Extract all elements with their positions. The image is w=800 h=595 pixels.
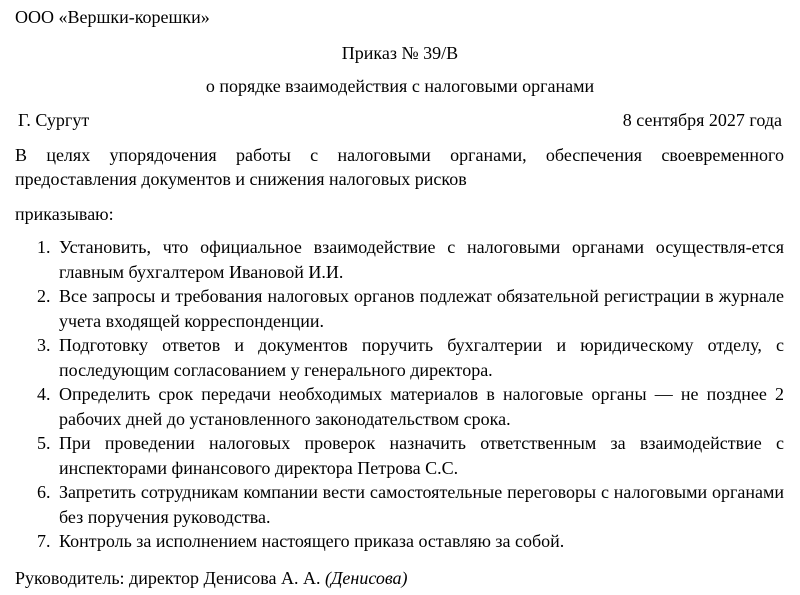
- order-item-number: 4.: [37, 384, 51, 404]
- order-item: [0, 529, 800, 554]
- order-item-text: Все запросы и требования налоговых органов подлежат обязательной регистрации в журнале учета входящей корреспонденции.: [59, 286, 784, 331]
- order-item-number: 2.: [37, 286, 51, 306]
- document-date: 8 сентября 2027 года: [622, 110, 782, 130]
- order-item: [0, 431, 800, 480]
- order-item-text: Установить, что официальное взаимодействие с налоговыми органами осуществля-ется главным бухгалтером Ивановой И.И.: [59, 237, 784, 282]
- order-item-number: 5.: [37, 433, 51, 453]
- order-word: приказываю:: [15, 204, 114, 224]
- document-place: Г. Сургут: [18, 110, 90, 130]
- order-item-text: Контроль за исполнением настоящего приказа оставляю за собой.: [59, 531, 565, 551]
- order-item: [0, 382, 800, 431]
- signature: (Денисова): [324, 568, 408, 588]
- signer-label: Руководитель: директор Денисова А. А.: [15, 568, 321, 588]
- order-item: [0, 480, 800, 529]
- order-item-number: 6.: [37, 482, 51, 502]
- organization-name: ООО «Вершки-корешки»: [15, 7, 210, 27]
- document-title: Приказ № 39/В: [341, 43, 459, 63]
- order-items-list: [0, 235, 800, 554]
- order-item-number: 1.: [37, 237, 51, 257]
- order-item: [0, 284, 800, 333]
- document-subtitle: о порядке взаимодействия с налоговыми органами: [205, 76, 595, 96]
- order-item: [0, 235, 800, 284]
- order-item-text: Подготовку ответов и документов поручить бухгалтерии и юридическому отделу, с последующим согласованием у генерального директора.: [59, 335, 784, 380]
- order-item-text: Определить срок передачи необходимых материалов в налоговые органы — не позднее 2 рабочих дней до установленного законодательством срока.: [59, 384, 784, 429]
- place-date-row: [18, 108, 782, 132]
- order-item-number: 3.: [37, 335, 51, 355]
- order-item-text: При проведении налоговых проверок назначить ответственным за взаимодействие с инспекторами финансового директора Петрова С.С.: [59, 433, 784, 478]
- order-item: [0, 333, 800, 382]
- order-item-text: Запретить сотрудникам компании вести самостоятельные переговоры с налоговыми органами без поручения руководства.: [59, 482, 784, 527]
- order-item-number: 7.: [37, 531, 51, 551]
- signature-line: [15, 566, 408, 590]
- preamble-paragraph: В целях упорядочения работы с налоговыми органами, обеспечения своевременного предоставления документов и снижения налоговых рисков: [15, 145, 784, 189]
